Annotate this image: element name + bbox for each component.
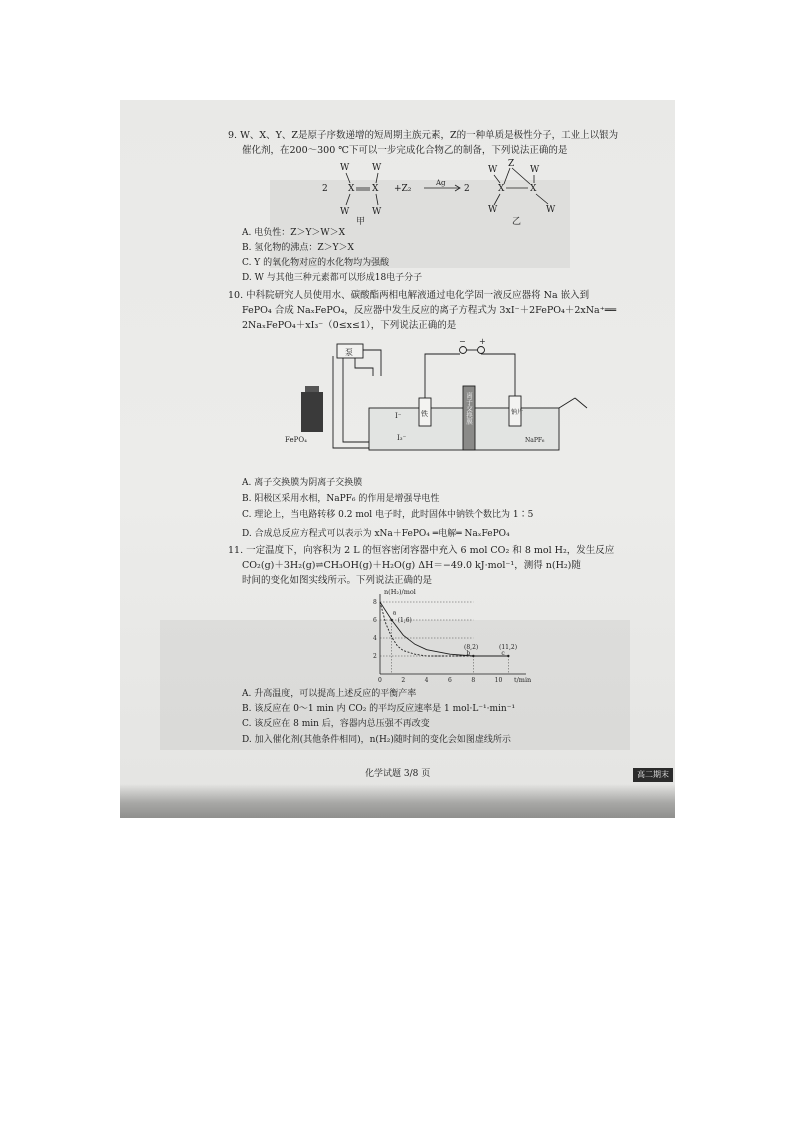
x-axis-label: t/min xyxy=(514,676,532,684)
triiodide-label: I₃⁻ xyxy=(397,434,407,442)
data-point xyxy=(472,655,474,657)
q9-option-b: B. 氢化物的沸点：Z＞Y＞X xyxy=(242,243,354,253)
svg-text:W: W xyxy=(372,163,382,173)
svg-text:X: X xyxy=(498,184,505,194)
x-tick-label: 4 xyxy=(424,677,429,684)
q11-stem-line3: 时间的变化如图实线所示。下列说法正确的是 xyxy=(242,575,433,586)
x-tick-label: 10 xyxy=(494,677,503,684)
q11-h2-time-chart xyxy=(358,588,544,688)
y-axis-label: n(H₂)/mol xyxy=(384,588,416,596)
q10-option-c: C. 理论上，当电路转移 0.2 mol 电子时，此时固体中钠铁个数比为 1∶5 xyxy=(242,510,534,520)
q10-stem-line2: FePO₄ 合成 NaₓFePO₄，反应器中发生反应的离子方程式为 3xI⁻＋2FePO₄＋2xNa⁺══ xyxy=(242,305,617,316)
q10-stem-line1: 10. 中科院研究人员使用水、碳酸酯两相电解液通过电化学固一液反应器将 Na 嵌入到 xyxy=(228,290,590,301)
q11-option-c: C. 该反应在 8 min 后，容器内总压强不再改变 xyxy=(242,719,430,729)
svg-text:W: W xyxy=(546,205,556,215)
dashed-series-line xyxy=(380,602,508,656)
q10-electrolyzer-diagram xyxy=(285,336,615,458)
napf6-label: NaPF₆ xyxy=(525,437,545,444)
q10-option-b: B. 阳极区采用水相，NaPF₆ 的作用是增强导电性 xyxy=(242,494,440,504)
q9-reaction-diagram xyxy=(320,158,580,226)
data-point xyxy=(507,655,509,657)
y-tick-label: 8 xyxy=(373,599,377,606)
annotation-point-1-6: (1,6) xyxy=(397,617,412,624)
page-footer: 化学试题 3/8 页 xyxy=(365,769,431,779)
y-tick-label: 4 xyxy=(373,635,377,642)
coef-left: 2 xyxy=(322,184,328,194)
svg-text:W: W xyxy=(530,165,540,175)
annotation-point-11-2: (11,2) xyxy=(499,644,518,651)
iron-label: 铁 xyxy=(421,410,428,418)
plus-z2: +Z₂ xyxy=(394,184,412,194)
data-point xyxy=(390,619,392,621)
svg-text:X: X xyxy=(348,184,355,194)
plus-label: + xyxy=(479,337,486,346)
q9-option-d: D. W 与其他三种元素都可以形成18电子分子 xyxy=(242,273,423,283)
label-yi: 乙 xyxy=(512,217,522,226)
svg-text:Z: Z xyxy=(508,159,515,169)
photographed-exam-page xyxy=(120,100,675,818)
svg-text:W: W xyxy=(372,207,382,217)
arrow-label: Ag xyxy=(436,179,446,187)
q9-stem-line2: 催化剂，在200～300 ℃下可以一步完成化合物乙的制备，下列说法正确的是 xyxy=(242,145,568,156)
q11-stem-line2: CO₂(g)＋3H₂(g)⇌CH₃OH(g)＋H₂O(g) ΔH＝−49.0 kJ·mol⁻¹，测得 n(H₂)随 xyxy=(242,560,581,571)
exam-tab-badge: 高二期末 xyxy=(633,768,673,782)
q9-stem-line1: 9. W、X、Y、Z是原子序数递增的短周期主族元素，Z的一种单质是极性分子，工业上以银为 xyxy=(228,130,619,141)
x-tick-label: 6 xyxy=(448,677,452,684)
q10-option-a: A. 离子交换膜为阴离子交换膜 xyxy=(242,478,363,488)
q11-option-b: B. 该反应在 0～1 min 内 CO₂ 的平均反应速率是 1 mol·L⁻¹·min⁻¹ xyxy=(242,704,516,714)
q9-option-a: A. 电负性：Z＞Y＞W＞X xyxy=(242,228,346,238)
svg-text:X: X xyxy=(530,184,537,194)
svg-text:W: W xyxy=(340,207,350,217)
y-tick-label: 2 xyxy=(373,653,377,660)
x-tick-label: 8 xyxy=(471,677,476,684)
svg-text:W: W xyxy=(488,165,498,175)
fepo4-label: FePO₄ xyxy=(285,436,307,444)
q11-option-a: A. 升高温度，可以提高上述反应的平衡产率 xyxy=(242,689,417,699)
q9-option-c: C. Y 的氧化物对应的水化物均为强酸 xyxy=(242,258,390,268)
sodium-label: 钠片 xyxy=(511,409,524,416)
minus-label: − xyxy=(459,337,466,346)
svg-text:X: X xyxy=(372,184,379,194)
coef-right: 2 xyxy=(464,184,470,194)
q10-stem-line3: 2NaₓFePO₄＋xI₃⁻（0≤x≤1），下列说法正确的是 xyxy=(242,320,457,331)
photo-bottom-shadow xyxy=(120,784,675,818)
svg-text:W: W xyxy=(340,163,350,173)
x-tick-label: 0 xyxy=(378,677,382,684)
iodide-label: I⁻ xyxy=(395,412,402,420)
membrane-label: 离子交换膜 xyxy=(465,392,473,425)
annotation-a: a xyxy=(392,609,397,617)
pump-label: 泵 xyxy=(345,348,353,357)
annotation-point-8-2: (8,2) xyxy=(464,644,479,651)
q11-stem-line1: 11. 一定温度下，向容积为 2 L 的恒容密闭容器中充入 6 mol CO₂ 和 8 mol H₂，发生反应 xyxy=(228,545,615,556)
y-tick-label: 6 xyxy=(373,617,377,624)
q11-option-d: D. 加入催化剂(其他条件相同)，n(H₂)随时间的变化会如图虚线所示 xyxy=(242,735,511,745)
annotation-b: b xyxy=(466,650,471,657)
svg-text:W: W xyxy=(488,205,498,215)
q10-option-d: D. 合成总反应方程式可以表示为 xNa＋FePO₄ ═电解═ NaₓFePO₄ xyxy=(242,529,510,539)
x-tick-label: 2 xyxy=(401,677,406,684)
label-jia: 甲 xyxy=(356,217,366,226)
annotation-c: c xyxy=(501,650,505,657)
